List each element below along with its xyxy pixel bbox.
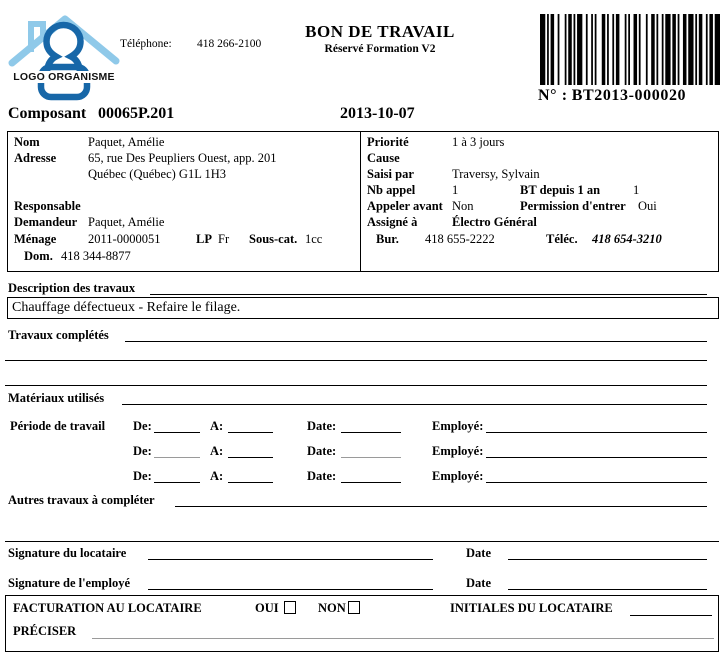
btdepuis-label: BT depuis 1 an xyxy=(520,183,601,197)
document-subtitle: Réservé Formation V2 xyxy=(324,43,436,55)
logo-graphic xyxy=(8,8,120,102)
periode-label: Période de travail xyxy=(10,419,106,433)
document-title: BON DE TRAVAIL xyxy=(305,22,455,41)
signature-locataire-date-label: Date xyxy=(466,546,491,560)
barcode xyxy=(540,14,720,85)
phone-value: 418 266-2100 xyxy=(197,38,262,50)
materiaux-label: Matériaux utilisés xyxy=(8,391,105,405)
responsable-label: Responsable xyxy=(14,199,81,213)
periode-row1-de-line xyxy=(154,432,200,433)
work-order-number-value: BT2013-000020 xyxy=(571,87,687,104)
menage-label: Ménage xyxy=(14,232,57,246)
description-label-line xyxy=(150,294,707,295)
bur-value: 418 655-2222 xyxy=(425,232,495,246)
signature-employe-date-line xyxy=(508,589,707,590)
materiaux-line xyxy=(122,404,707,405)
demandeur-label: Demandeur xyxy=(14,215,78,229)
non-label: NON xyxy=(318,601,346,615)
composant-value: 00065P.201 xyxy=(98,105,175,122)
btdepuis-value: 1 xyxy=(633,183,640,197)
periode-row1-de-label: De: xyxy=(133,419,152,433)
oui-label: OUI xyxy=(255,601,279,615)
initiales-line xyxy=(630,615,712,616)
description-box xyxy=(7,297,719,319)
cause-label: Cause xyxy=(367,151,400,165)
periode-row2-date-line xyxy=(341,457,401,458)
periode-row1-date-label: Date: xyxy=(307,419,337,433)
adresse-label: Adresse xyxy=(14,151,57,165)
dom-value: 418 344-8877 xyxy=(61,249,131,263)
oui-checkbox[interactable] xyxy=(284,601,296,614)
signature-locataire-date-line xyxy=(508,559,707,560)
periode-row1-employe-line xyxy=(486,432,707,433)
souscat-label: Sous-cat. xyxy=(249,232,298,246)
autres-travaux-line xyxy=(175,506,707,507)
periode-row3-de-line xyxy=(154,482,200,483)
logo-caption: LOGO ORGANISME xyxy=(13,71,115,83)
periode-row1-employe-label: Employé: xyxy=(432,419,484,433)
priorite-value: 1 à 3 jours xyxy=(452,135,505,149)
nom-label: Nom xyxy=(14,135,40,149)
signature-locataire-line xyxy=(148,559,433,560)
periode-row2-a-label: A: xyxy=(210,444,224,458)
non-checkbox[interactable] xyxy=(348,601,360,614)
appeler-avant-label: Appeler avant xyxy=(367,199,443,213)
autres-travaux-label: Autres travaux à compléter xyxy=(8,493,155,507)
periode-row1-date-line xyxy=(341,432,401,433)
periode-row2-employe-label: Employé: xyxy=(432,444,484,458)
priorite-label: Priorité xyxy=(367,135,409,149)
souscat-value: 1cc xyxy=(305,232,323,246)
assigne-label: Assigné à xyxy=(367,215,418,229)
periode-row2-employe-line xyxy=(486,457,707,458)
composant-label: Composant xyxy=(8,105,87,122)
nom-value: Paquet, Amélie xyxy=(88,135,165,149)
lp-value: Fr xyxy=(218,232,230,246)
saisi-label: Saisi par xyxy=(367,167,414,181)
initiales-label: INITIALES DU LOCATAIRE xyxy=(450,601,613,615)
dom-label: Dom. xyxy=(24,249,53,263)
composant-date: 2013-10-07 xyxy=(340,105,415,122)
preciser-line xyxy=(92,638,714,639)
periode-row3-date-line xyxy=(341,482,401,483)
info-box-divider xyxy=(360,132,361,271)
periode-row1-a-label: A: xyxy=(210,419,224,433)
periode-row3-de-label: De: xyxy=(133,469,152,483)
separator-line xyxy=(5,541,719,542)
preciser-label: PRÉCISER xyxy=(13,624,77,638)
periode-row2-a-line xyxy=(228,457,273,458)
nbappel-label: Nb appel xyxy=(367,183,416,197)
telec-value: 418 654-3210 xyxy=(592,232,662,246)
periode-row3-date-label: Date: xyxy=(307,469,337,483)
travaux-completes-line2 xyxy=(5,360,707,361)
saisi-value: Traversy, Sylvain xyxy=(452,167,540,181)
travaux-completes-line3 xyxy=(5,385,707,386)
demandeur-value: Paquet, Amélie xyxy=(88,215,165,229)
periode-row3-a-label: A: xyxy=(210,469,224,483)
lp-label: LP xyxy=(196,232,212,246)
phone-label: Téléphone: xyxy=(120,38,172,50)
permission-value: Oui xyxy=(638,199,657,213)
assigne-value: Électro Général xyxy=(452,215,537,229)
signature-locataire-label: Signature du locataire xyxy=(8,546,127,560)
description-label: Description des travaux xyxy=(8,281,136,295)
travaux-completes-line xyxy=(125,341,707,342)
periode-row3-employe-label: Employé: xyxy=(432,469,484,483)
facturation-label: FACTURATION AU LOCATAIRE xyxy=(13,601,202,615)
permission-label: Permission d'entrer xyxy=(520,199,626,213)
description-value: Chauffage défectueux - Refaire le filage. xyxy=(12,300,241,315)
work-order-number-label: N° : xyxy=(538,87,568,104)
organization-logo xyxy=(8,8,120,102)
periode-row3-a-line xyxy=(228,482,273,483)
periode-row1-a-line xyxy=(228,432,273,433)
adresse-line1: 65, rue Des Peupliers Ouest, app. 201 xyxy=(88,151,277,165)
signature-employe-date-label: Date xyxy=(466,576,491,590)
periode-row3-employe-line xyxy=(486,482,707,483)
travaux-completes-label: Travaux complétés xyxy=(8,328,109,342)
nbappel-value: 1 xyxy=(452,183,459,197)
adresse-line2: Québec (Québec) G1L 1H3 xyxy=(88,167,227,181)
periode-row2-de-line xyxy=(154,457,200,458)
signature-employe-line xyxy=(148,589,433,590)
work-order-number xyxy=(538,87,686,105)
telec-label: Téléc. xyxy=(546,232,578,246)
periode-row2-date-label: Date: xyxy=(307,444,337,458)
bur-label: Bur. xyxy=(376,232,399,246)
signature-employe-label: Signature de l'employé xyxy=(8,576,130,590)
menage-value: 2011-0000051 xyxy=(88,232,161,246)
periode-row2-de-label: De: xyxy=(133,444,152,458)
appeler-avant-value: Non xyxy=(452,199,474,213)
